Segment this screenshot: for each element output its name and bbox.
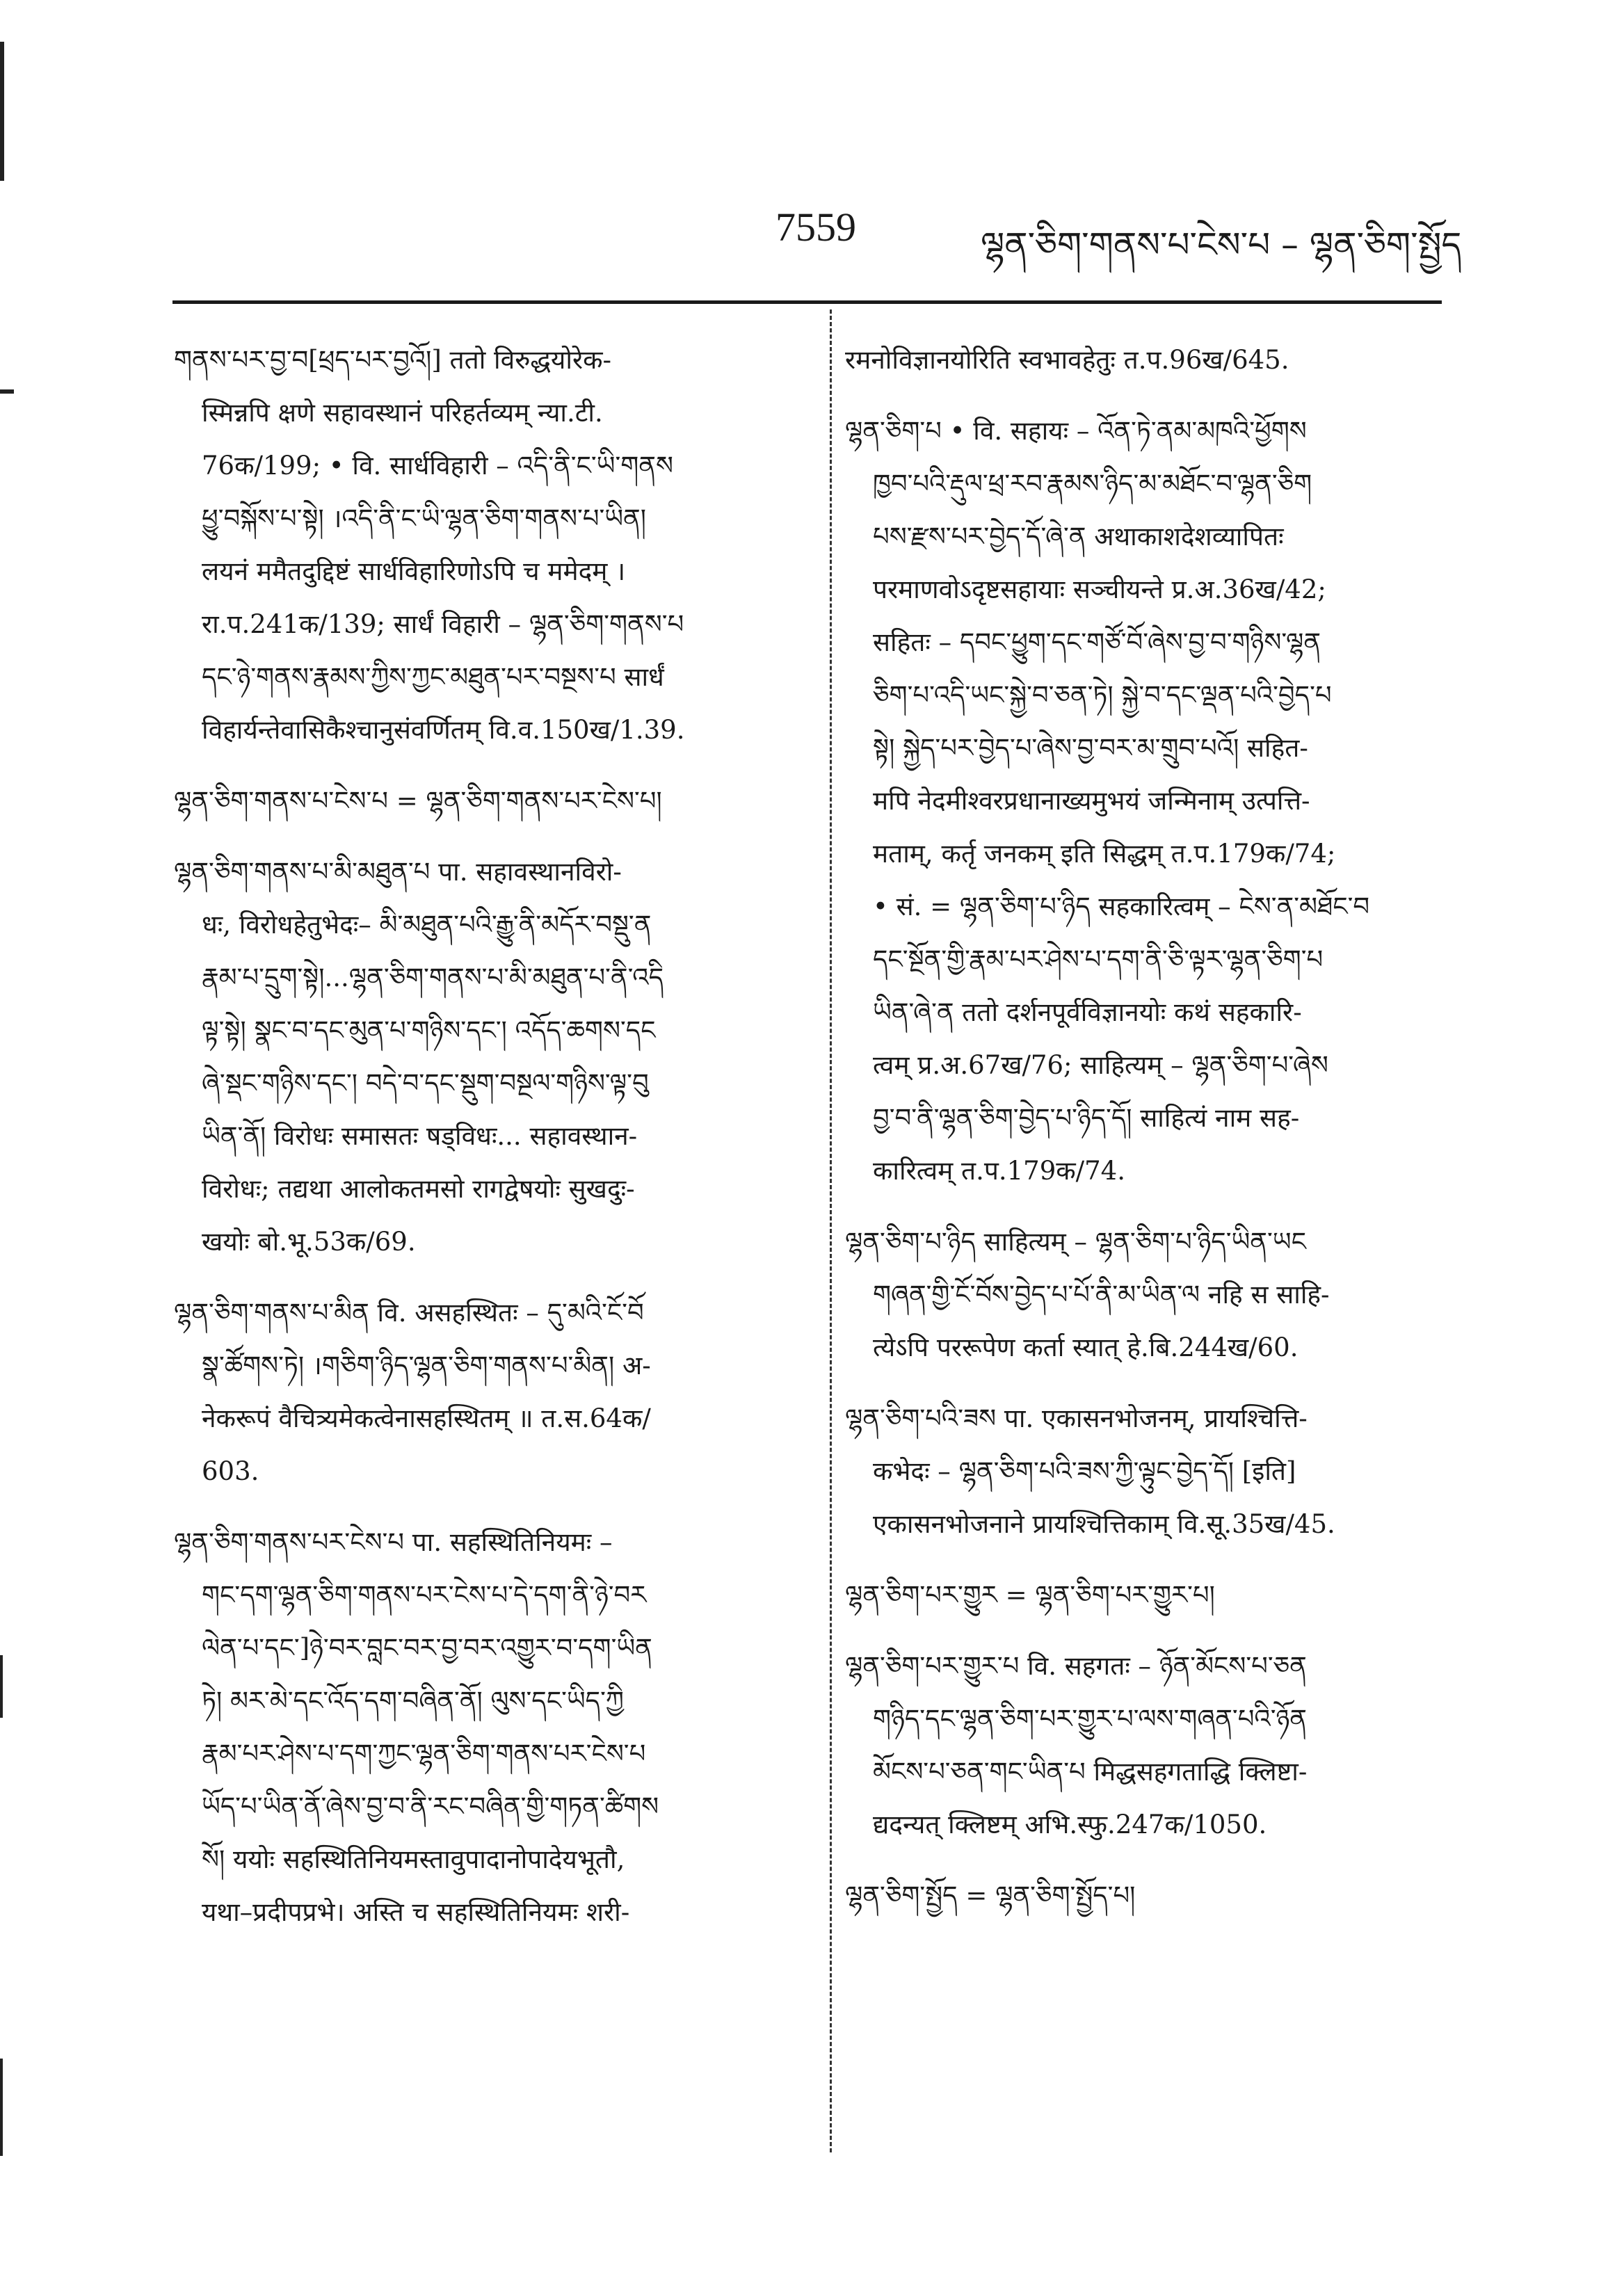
dictionary-entry [845, 1569, 1450, 1622]
entry-line: कभेदः – ལྷན་ཅིག་པའི་ཟས་ཀྱི་ལྟུང་བྱེད་དོ། [इति] [873, 1456, 1296, 1486]
entry-line: ཏེ། མར་མེ་དང་འོད་དག་བཞིན་ནོ། ལུས་དང་ཡིད་ཀྱི [202, 1686, 624, 1716]
scan-edge-mark [0, 2059, 3, 2156]
entry-line: मताम्, कर्तृ जनकम् इति सिद्धम् त.प.179क/74; [873, 839, 1336, 869]
entry-line: स्मिन्नपि क्षणे सहावस्थानं परिहर्तव्यम् न्या.टी. [202, 398, 603, 428]
entry-line: སྟེ། སྐྱེད་པར་བྱེད་པ་ཞེས་བྱ་བར་མ་གྲུབ་པའོ། सहित- [873, 733, 1308, 763]
entry-line: खयोः बो.भू.53क/69. [202, 1227, 416, 1257]
entry-line: ཅིག་པ་འདི་ཡང་སྐྱེ་བ་ཅན་ཏེ། སྐྱེ་བ་དང་ལྡན་པའི་བྱེད་པ [873, 680, 1332, 710]
dictionary-entry [845, 1869, 1450, 1922]
entry-line: नेकरूपं वैचित्र्यमेकत्वेनासहस्थितम् ॥ त.स.64क/ [202, 1403, 651, 1433]
entry-line: धः, विरोधहेतुभेदः– མི་མཐུན་པའི་རྒྱུ་ནི་མདོར་བསྡུ་ན [202, 910, 652, 940]
dictionary-entry [845, 1216, 1450, 1374]
entry-line: རྣམ་པ་དྲུག་སྟེ།...ལྷན་ཅིག་གནས་པ་མི་མཐུན་པ་ནི་འདི [202, 963, 664, 992]
entry-line: ཁྱབ་པའི་རྡུལ་ཕྲ་རབ་རྣམས་ཉིད་མ་མཐོང་བ་ལྷན་ཅིག [873, 469, 1312, 499]
entry-line: ལྷན་ཅིག་པའི་ཟས पा. एकासनभोजनम्, प्रायश्चित्ति- [845, 1403, 1308, 1433]
dictionary-entry [174, 1287, 803, 1498]
entry-line: གང་དག་ལྷན་ཅིག་གནས་པར་ངེས་པ་དེ་དག་ནི་ཉེ་བར [202, 1580, 647, 1610]
entry-line: लयनं ममैतदुद्दिष्टं सार्धविहारिणोऽपि च ममेदम् । [202, 556, 626, 586]
column-divider [830, 309, 832, 2152]
dictionary-entry [174, 846, 803, 1269]
entry-line: རྣམ་པར་ཤེས་པ་དག་ཀྱང་ལྷན་ཅིག་གནས་པར་ངེས་པ [202, 1739, 646, 1769]
entry-line: ཡིན་ནོ། विरोधः समासतः षड्विधः... सहावस्थान- [202, 1121, 638, 1151]
entry-line: དང་ཉེ་གནས་རྣམས་ཀྱིས་ཀྱང་མཐུན་པར་བསྔས་པ सार्धं [202, 662, 664, 692]
entry-line: विहार्यन्तेवासिकैश्चानुसंवर्णितम् वि.व.150ख/1.39. [202, 715, 685, 745]
entry-line: ལེན་པ་དང་]ཉེ་བར་བླང་བར་བྱ་བར་འགྱུར་བ་དག་ཡིན [202, 1633, 652, 1663]
header-rule [172, 300, 1442, 304]
entry-line: 76क/199; • वि. सार्धविहारी – འདི་ནི་ང་ཡི་གནས [202, 451, 673, 481]
entry-line: परमाणवोऽदृष्टसहायाः सञ्चीयन्ते प्र.अ.36ख/42; [873, 574, 1326, 604]
scan-edge-mark [0, 42, 4, 181]
dictionary-entry [845, 405, 1450, 1198]
entry-line: དང་སྔོན་གྱི་རྣམ་པར་ཤེས་པ་དག་ནི་ཅི་ལྟར་ལྷན་ཅིག་པ [873, 944, 1324, 974]
entry-line: सहितः – དབང་ཕྱུག་དང་གཙོ་བོ་ཞེས་བྱ་བ་གཉིས་ལྷན [873, 627, 1321, 657]
entry-line: रमनोविज्ञानयोरिति स्वभावहेतुः त.प.96ख/645. [845, 345, 1289, 375]
entry-line: ལྷན་ཅིག་གནས་པ་མིན वि. असहस्थितः – དུ་མའི་ངོ་བོ [174, 1298, 644, 1328]
entry-line: रा.प.241क/139; सार्धं विहारी – ལྷན་ཅིག་གནས་པ [202, 609, 684, 639]
entry-line: གནས་པར་བྱ་བ[ཕྲད་པར་བྱའོ།] ततो विरुद्धयोरेक- [174, 345, 611, 375]
dictionary-entry [845, 334, 1450, 387]
entry-line: त्येऽपि पररूपेण कर्ता स्यात् हे.बि.244ख/60. [873, 1332, 1299, 1362]
entry-line: པས་རྫས་པར་བྱེད་དོ་ཞེ་ན अथाकाशदेशव्यापितः [873, 522, 1284, 551]
entry-line: བྱ་བ་ནི་ལྷན་ཅིག་བྱེད་པ་ཉིད་དོ། साहित्यं नाम सह- [873, 1103, 1300, 1133]
dictionary-entry [845, 1640, 1450, 1851]
page-number: 7559 [775, 204, 856, 250]
entry-line: • सं. = ལྷན་ཅིག་པ་ཉིད सहकारित्वम् – ངེས་ན་མཐོང་བ [873, 892, 1370, 921]
entry-line: कारित्वम् त.प.179क/74. [873, 1156, 1125, 1186]
scan-edge-mark [0, 389, 14, 394]
running-head: ལྷན་ཅིག་གནས་པ་ངེས་པ – ལྷན་ཅིག་སྤྱོད [981, 225, 1462, 265]
dictionary-entry [174, 334, 803, 757]
dictionary-entry [174, 1516, 803, 1939]
entry-line: ལྷན་ཅིག་སྤྱོད = ལྷན་ཅིག་སྤྱོད་པ། [845, 1881, 1136, 1910]
entry-line: त्वम् प्र.अ.67ख/76; साहित्यम् – ལྷན་ཅིག་པ་ཞེས [873, 1050, 1328, 1080]
entry-line: ལྷན་ཅིག་པ་ཉིད साहित्यम् – ལྷན་ཅིག་པ་ཉིད་ཡིན་ཡང [845, 1227, 1306, 1257]
entry-line: ཞེ་སྡང་གཉིས་དང་། བདེ་བ་དང་སྡུག་བསྔལ་གཉིས་ལྟ་བུ [202, 1068, 649, 1098]
entry-line: ཡོད་པ་ཡིན་ནོ་ཞེས་བྱ་བ་ནི་རང་བཞིན་གྱི་གཏན་ཚིགས [202, 1791, 659, 1821]
entry-line: གཞན་གྱི་ངོ་བོས་བྱེད་པ་པོ་ནི་མ་ཡིན་ལ नहि स साहि- [873, 1280, 1330, 1310]
right-column [845, 334, 1450, 1940]
entry-line: ཡིན་ཞེ་ན ततो दर्शनपूर्वविज्ञानयोः कथं सहकारि- [873, 997, 1302, 1027]
entry-line: मपि नेदमीश्वरप्रधानाख्यमुभयं जन्मिनाम् उत्पत्ति- [873, 786, 1310, 816]
entry-line: विरोधः; तद्यथा आलोकतमसो रागद्वेषयोः सुखदुः- [202, 1174, 635, 1204]
entry-line: མོངས་པ་ཅན་གང་ཡིན་པ मिद्धसहगताद्धि क्लिष्टा- [873, 1757, 1308, 1787]
left-column [174, 334, 803, 1957]
entry-line: སྣ་ཚོགས་ཏེ། ।གཅིག་ཉིད་ལྷན་ཅིག་གནས་པ་མིན། अ- [202, 1351, 651, 1380]
entry-line: སོ། ययोः सहस्थितिनियमस्तावुपादानोपादेयभूतौ, [202, 1844, 625, 1874]
entry-line: ལྷན་ཅིག་པར་གྱུར = ལྷན་ཅིག་པར་གྱུར་པ། [845, 1580, 1215, 1610]
entry-line: ལྷན་ཅིག་གནས་པ་ངེས་པ = ལྷན་ཅིག་གནས་པར་ངེས་པ། [174, 786, 662, 816]
entry-line: ལྷན་ཅིག་གནས་པར་ངེས་པ पा. सहस्थितिनियमः – [174, 1527, 613, 1557]
entry-line: 603. [202, 1456, 259, 1486]
entry-line: ལྷན་ཅིག་པ • वि. सहायः – འོན་ཏེ་ནམ་མཁའི་ཕྱོགས [845, 416, 1307, 446]
scan-edge-mark [0, 1655, 3, 1718]
entry-line: གཉིད་དང་ལྷན་ཅིག་པར་གྱུར་པ་ལས་གཞན་པའི་ཉོན [873, 1704, 1307, 1734]
entry-line: ལྟ་སྟེ། སྣང་བ་དང་མུན་པ་གཉིས་དང་། འདོད་ཆགས་དང [202, 1015, 656, 1045]
dictionary-entry [174, 775, 803, 828]
entry-line: एकासनभोजनाने प्रायश्चित्तिकाम् वि.सू.35ख/45. [873, 1509, 1335, 1539]
entry-line: ཕྱུ་བསྐོས་པ་སྟེ། ।འདི་ནི་ང་ཡི་ལྷན་ཅིག་གནས་པ་ཡིན། [202, 504, 646, 533]
entry-line: द्यदन्यत् क्लिष्टम् अभि.स्फु.247क/1050. [873, 1810, 1267, 1839]
entry-line: यथा–प्रदीपप्रभे। अस्ति च सहस्थितिनियमः शरी- [202, 1897, 630, 1927]
entry-line: ལྷན་ཅིག་པར་གྱུར་པ वि. सहगतः – ཉོན་མོངས་པ་ཅན [845, 1651, 1307, 1681]
entry-line: ལྷན་ཅིག་གནས་པ་མི་མཐུན་པ पा. सहावस्थानविरो- [174, 857, 622, 887]
page-header [0, 198, 1624, 282]
dictionary-entry [845, 1392, 1450, 1551]
